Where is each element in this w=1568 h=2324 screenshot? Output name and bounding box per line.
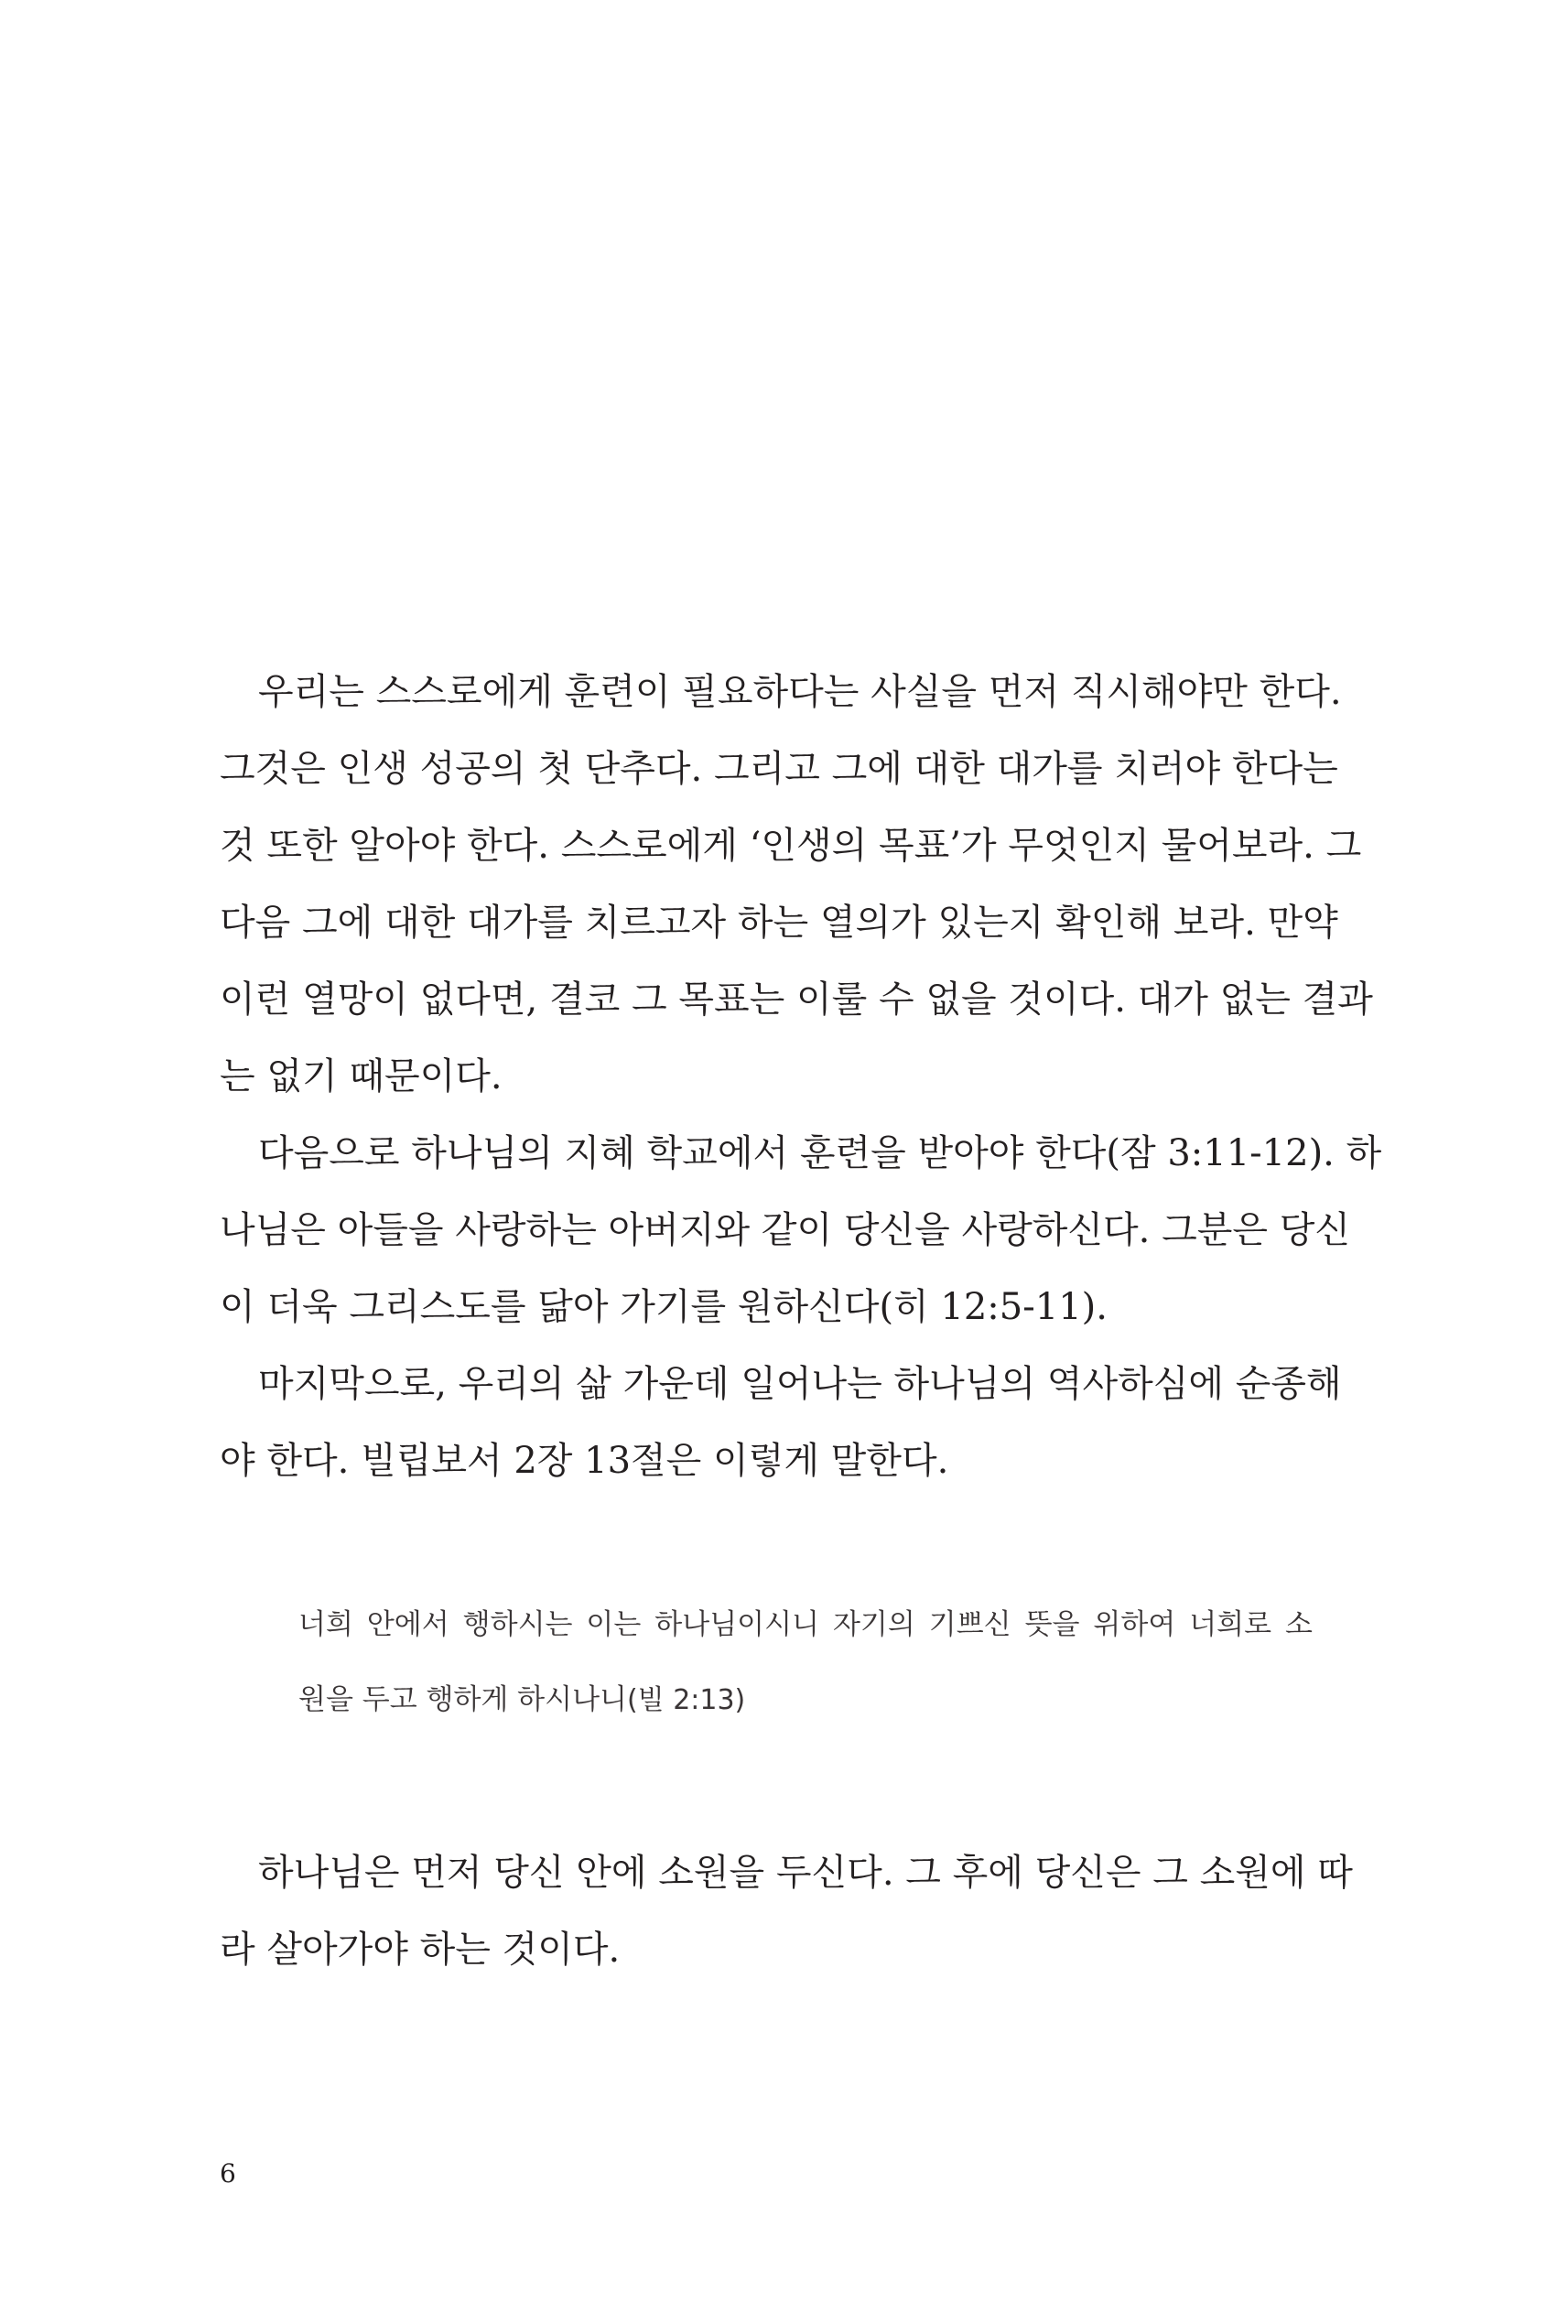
paragraph-line: 는 없기 때문이다.	[220, 1055, 503, 1097]
paragraph-2	[220, 1115, 1382, 1346]
closing-paragraph	[220, 1834, 1353, 1988]
paragraph-line: 것 또한 알아야 한다. 스스로에게 ‘인생의 목표’가 무엇인지 물어보라. 그	[220, 825, 1362, 867]
paragraph-line: 다음으로 하나님의 지혜 학교에서 훈련을 받아야 한다(잠 3:11-12). 하	[258, 1132, 1382, 1174]
paragraph-line: 야 한다. 빌립보서 2장 13절은 이렇게 말한다.	[220, 1440, 949, 1482]
paragraph-line: 하나님은 먼저 당신 안에 소원을 두신다. 그 후에 당신은 그 소원에 따	[258, 1852, 1353, 1894]
paragraph-line: 나님은 아들을 사랑하는 아버지와 같이 당신을 사랑하신다. 그분은 당신	[220, 1209, 1350, 1251]
quote-line: 원을 두고 행하게 하시나니	[298, 1683, 627, 1716]
scripture-quote	[298, 1587, 1313, 1737]
quote-line: 너희 안에서 행하시는 이는 하나님이시니 자기의 기쁘신 뜻을 위하여 너희로 소	[298, 1608, 1313, 1641]
paragraph-line: 라 살아가야 하는 것이다.	[220, 1929, 621, 1971]
paragraph-3	[220, 1346, 1342, 1499]
paragraph-line: 다음 그에 대한 대가를 치르고자 하는 열의가 있는지 확인해 보라. 만약	[220, 902, 1338, 944]
paragraph-1	[220, 654, 1373, 1115]
paragraph-line: 이 더욱 그리스도를 닮아 가기를 원하신다(히 12:5-11).	[220, 1286, 1108, 1328]
paragraph-line: 우리는 스스로에게 훈련이 필요하다는 사실을 먼저 직시해야만 한다.	[258, 671, 1342, 713]
paragraph-line: 이런 열망이 없다면, 결코 그 목표는 이룰 수 없을 것이다. 대가 없는 결과	[220, 978, 1373, 1021]
paragraph-line: 그것은 인생 성공의 첫 단추다. 그리고 그에 대한 대가를 치러야 한다는	[220, 748, 1338, 790]
paragraph-line: 마지막으로, 우리의 삶 가운데 일어나는 하나님의 역사하심에 순종해	[258, 1363, 1342, 1405]
quote-reference: (빌 2:13)	[626, 1684, 746, 1716]
quote-line-with-reference	[298, 1662, 1313, 1737]
page-number: 6	[220, 2158, 236, 2189]
